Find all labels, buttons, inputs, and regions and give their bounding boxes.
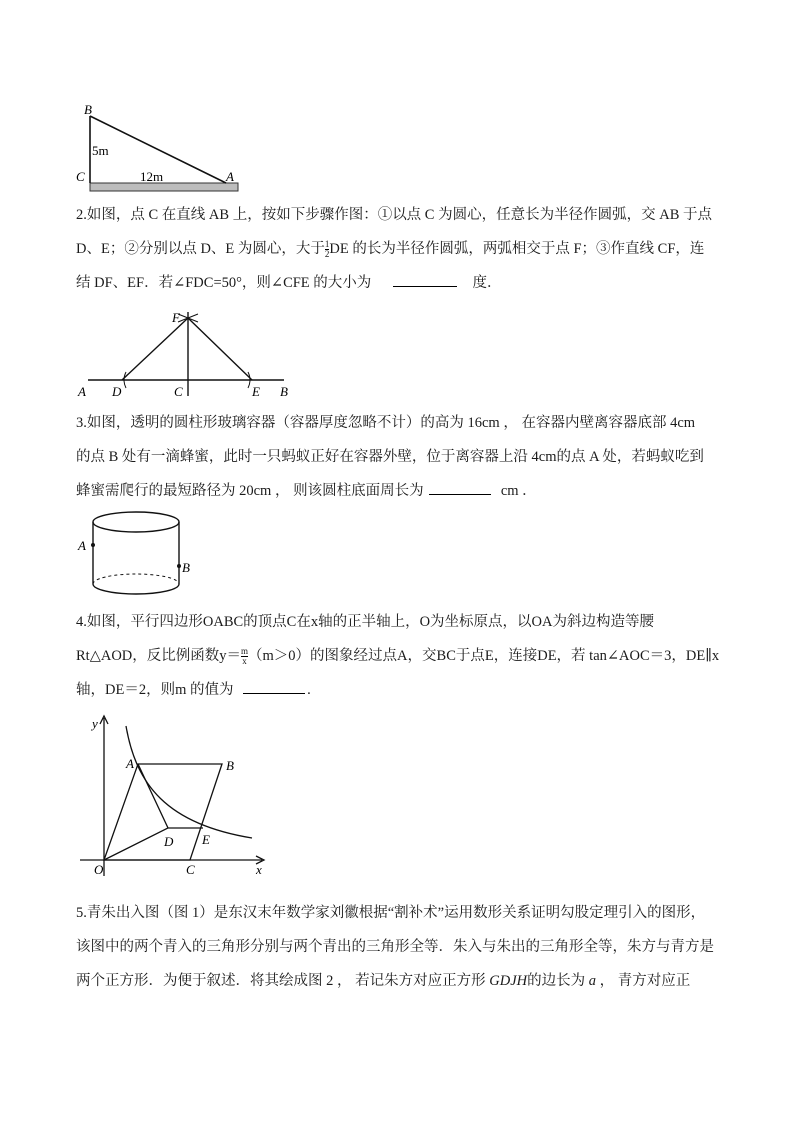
q2-line-2b: DE 的长为半径作圆弧，两弧相交于点 F；③作直线 CF，连: [329, 241, 705, 257]
question-2: [76, 198, 726, 300]
label-x: x: [256, 862, 262, 877]
label-e: E: [202, 832, 210, 847]
var-a: a: [588, 973, 596, 989]
figure-coordinate-parallelogram: [76, 712, 276, 882]
question-3: [76, 406, 726, 508]
label-b: B: [84, 102, 92, 117]
label-d: D: [164, 834, 174, 849]
q2-line-3b: 度．: [472, 275, 502, 291]
cylinder-top: [93, 512, 179, 532]
label-base: 12m: [140, 169, 164, 184]
q5-line-3b: 的边长为: [527, 973, 586, 989]
q4-line-1: 4.如图，平行四边形OABC的顶点C在x轴的正半轴上，O为坐标原点，以OA为斜边构造等腰: [76, 614, 654, 630]
frac-denominator: 2: [324, 249, 330, 260]
label-a: A: [126, 756, 134, 771]
q3-line-3b: cm ．: [500, 483, 537, 499]
q5-line-2: 该图中的两个青入的三角形分别与两个青出的三角形全等．朱入与朱出的三角形全等，朱方与青方是: [76, 939, 714, 955]
frac-denominator: x: [242, 656, 247, 667]
hyperbola-curve: [126, 726, 252, 838]
frac-numerator: 1: [324, 239, 330, 250]
label-a: A: [78, 384, 86, 399]
q3-line-2: 的点 B 处有一滴蜂蜜，此时一只蚂蚁正好在容器外壁，位于离容器上沿 4cm的点 A 处，若蚂蚁吃到: [76, 449, 704, 465]
q5-line-3c: ， 青方对应正: [599, 973, 691, 989]
figure-cylinder: [74, 508, 204, 596]
answer-blank-q3[interactable]: [429, 478, 491, 495]
triangle-aod: [104, 764, 168, 860]
segment-ef: [188, 318, 252, 380]
q3-line-3a: 蜂蜜需爬行的最短路径为 20cm ， 则该圆柱底面周长为: [76, 483, 424, 499]
q3-line-1: 3.如图，透明的圆柱形玻璃容器（容器厚度忽略不计）的高为 16cm ， 在容器内壁离容器底部 4cm: [76, 415, 696, 431]
label-c: C: [174, 384, 183, 399]
figure-right-triangle: [74, 100, 254, 192]
q2-line-3a: 结 DF、EF．若∠FDC=50°，则∠CFE 的大小为: [76, 275, 372, 291]
label-c: C: [76, 169, 85, 184]
point-a: [91, 543, 95, 547]
figure-perpendicular-construction: [74, 308, 304, 400]
label-b: B: [226, 758, 234, 773]
label-a: A: [78, 538, 86, 553]
q5-line-1: 5.青朱出入图（图 1）是东汉末年数学家刘徽根据“割补术”运用数形关系证明勾股定理引入的图形，: [76, 905, 706, 921]
label-e: E: [252, 384, 260, 399]
q4-line-2b: （m＞0）的图象经过点A，交BC于点E，连接DE，若 tan∠AOC＝3，DE∥x: [248, 648, 720, 664]
label-height: 5m: [92, 143, 109, 158]
label-b: B: [280, 384, 288, 399]
label-c: C: [186, 862, 195, 877]
q4-line-3a: 轴，DE＝2，则m 的值为: [76, 682, 234, 698]
answer-blank-q2[interactable]: [393, 270, 457, 287]
label-d: D: [112, 384, 122, 399]
label-a: A: [226, 169, 234, 184]
q4-line-3b: .: [307, 682, 311, 698]
fraction-m-over-x: [241, 647, 248, 666]
label-f: F: [172, 310, 180, 325]
q2-line-2: [76, 232, 726, 266]
question-4: [76, 605, 726, 707]
point-b: [177, 564, 181, 568]
var-gdjh: GDJH: [489, 973, 528, 989]
q5-line-3: [76, 964, 726, 998]
label-o: O: [94, 862, 104, 877]
question-5: [76, 896, 726, 998]
q4-line-2a: Rt△AOD，反比例函数y＝: [76, 648, 242, 664]
q3-line-3: [76, 474, 726, 508]
q5-line-3a: 两个正方形．为便于叙述．将其绘成图 2 ， 若记朱方对应正方形: [76, 973, 486, 989]
q4-line-2: [76, 639, 726, 673]
frac-numerator: m: [241, 646, 249, 657]
q2-line-1: 2.如图，点 C 在直线 AB 上，按如下步骤作图：①以点 C 为圆心，任意长为半径作圆弧，交 AB 于点: [76, 207, 713, 223]
cylinder-bottom-front: [93, 584, 179, 594]
cylinder-bottom-back: [93, 574, 179, 584]
q2-line-3: [76, 266, 726, 300]
segment-df: [122, 318, 188, 380]
q2-line-2a: D、E；②分别以点 D、E 为圆心，大于: [76, 241, 325, 257]
q4-line-3: [76, 673, 726, 707]
label-b: B: [182, 560, 190, 575]
answer-blank-q4[interactable]: [243, 677, 305, 694]
ground-bar: [90, 183, 238, 191]
label-y: y: [92, 716, 98, 731]
